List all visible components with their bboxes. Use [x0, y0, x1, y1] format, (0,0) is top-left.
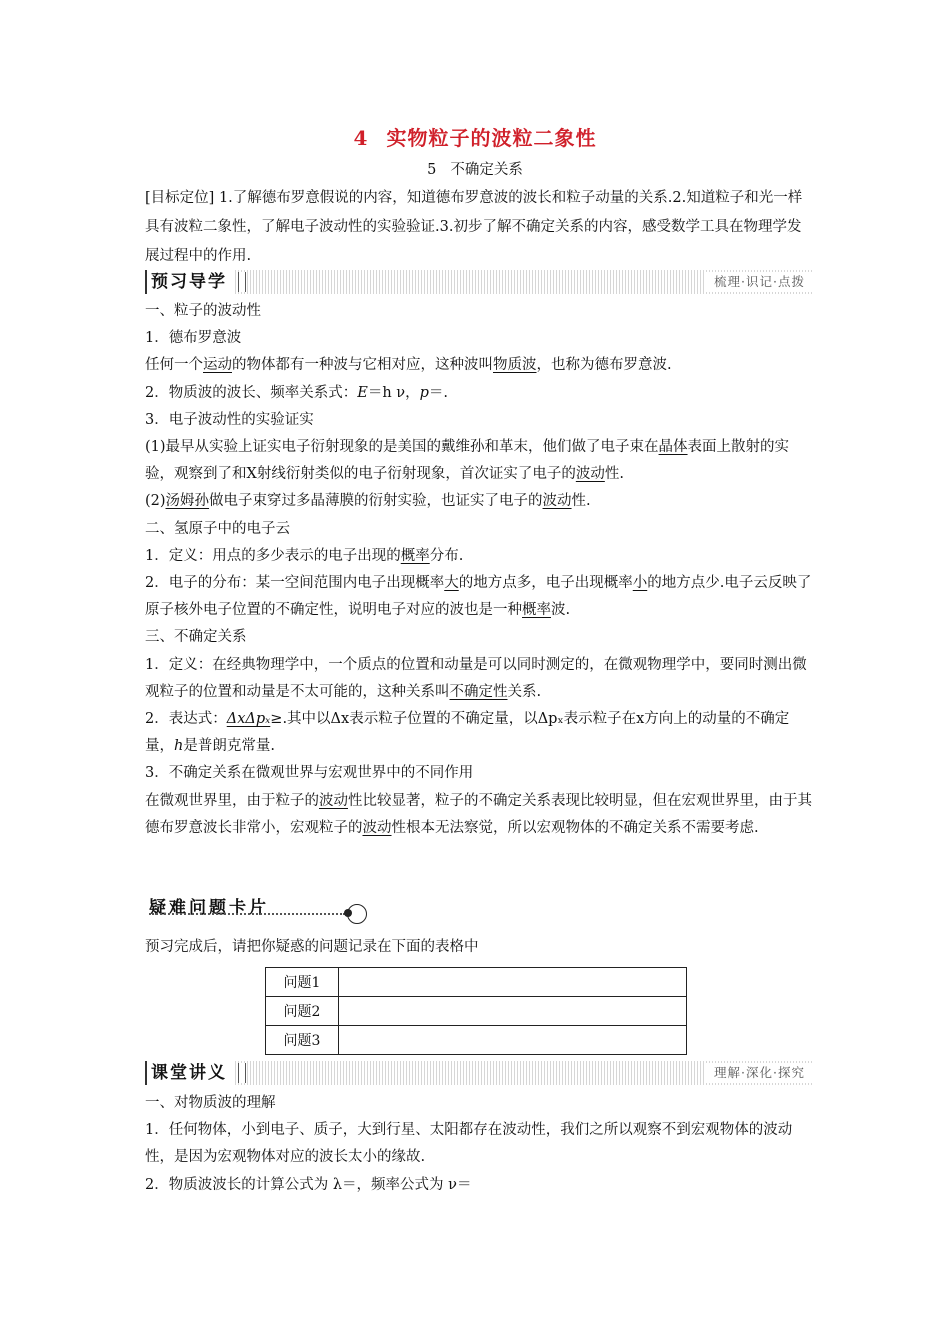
question-label: 问题3	[266, 1026, 339, 1055]
answer-blank: 运动	[203, 357, 232, 374]
subheading: 3．不确定关系在微观世界与宏观世界中的不同作用	[145, 765, 474, 782]
paragraph: 2．电子的分布：某一空间范围内电子出现概率大的地方点多，电子出现概率小的地方点少.电子云反映了原子核外电子位置的不确定性，说明电子对应的波也是一种概率波.	[145, 575, 812, 619]
question-table	[265, 967, 687, 1055]
banner-tagline: 梳理·识记·点拨	[706, 272, 813, 292]
answer-blank: 波动	[362, 819, 392, 836]
table-row	[266, 997, 687, 1026]
section-banner-preview	[145, 270, 813, 294]
answer-blank: 晶体	[658, 439, 688, 456]
question-label: 问题1	[266, 968, 339, 997]
section-heading: 三、不确定关系	[145, 629, 247, 646]
title-text: 实物粒子的波粒二象性	[386, 126, 597, 150]
lecture-content	[145, 1090, 817, 1199]
section-heading: 一、粒子的波动性	[145, 303, 261, 319]
answer-blank: 波动	[575, 466, 605, 483]
section-heading: 一、对物质波的理解	[145, 1095, 276, 1111]
banner-tagline: 理解·深化·探究	[706, 1063, 813, 1083]
banner-divider	[238, 272, 246, 292]
subheading: 1．德布罗意波	[145, 330, 242, 347]
answer-blank: 波动	[542, 493, 572, 510]
subheading: 3．电子波动性的实验证实	[145, 411, 314, 428]
preview-content	[145, 298, 817, 842]
question-label: 问题2	[266, 997, 339, 1026]
section-banner-lecture	[145, 1061, 813, 1085]
card-label: 疑难问题卡片	[149, 898, 269, 918]
paragraph: (1)最早从实验上证实电子衍射现象的是美国的戴维孙和革末，他们做了电子束在晶体表面上散射的实验，观察到了和X射线衍射类似的电子衍射现象，首次证实了电子的波动性.	[145, 439, 790, 483]
answer-blank: 汤姆孙	[165, 493, 210, 510]
question-answer-cell[interactable]	[339, 968, 687, 997]
question-answer-cell[interactable]	[339, 997, 687, 1026]
answer-blank: ΔxΔpₓ	[226, 711, 271, 728]
paragraph: 在微观世界里，由于粒子的波动性比较显著，粒子的不确定关系表现比较明显，但在宏观世界里，由于其德布罗意波长非常小，宏观粒子的波动性根本无法察觉，所以宏观物体的不确定关系不需要考虑.	[145, 792, 812, 836]
subtitle-number: 5	[427, 162, 437, 178]
paragraph: (2)汤姆孙做电子束穿过多晶薄膜的衍射实验，也证实了电子的波动性.	[145, 493, 591, 510]
section-heading: 二、氢原子中的电子云	[145, 520, 290, 537]
answer-blank: 大	[444, 575, 459, 592]
paragraph: 任何一个运动的物体都有一种波与它相对应，这种波叫物质波，也称为德布罗意波.	[145, 357, 672, 374]
banner-label: 预习导学	[145, 270, 235, 294]
answer-blank: 概率	[400, 547, 430, 564]
answer-blank: 小	[632, 575, 648, 592]
answer-blank: 概率	[522, 602, 551, 619]
goal-text: 1.了解德布罗意假说的内容，知道德布罗意波的波长和粒子动量的关系.2.知道粒子和光一样具有波粒二象性，了解电子波动性的实验验证.3.初步了解不确定关系的内容，感受数学工具在物理学发展过程中的作用.	[145, 190, 803, 264]
page-subtitle	[0, 158, 950, 179]
goal-label: [目标定位]	[145, 190, 215, 206]
learning-goals	[145, 184, 813, 271]
paragraph: 1．任何物体，小到电子、质子，大到行星、太阳都存在波动性，我们之所以观察不到宏观物体的波动性，是因为宏观物体对应的波长太小的缘故.	[145, 1122, 793, 1166]
banner-divider	[238, 1063, 246, 1083]
answer-blank: 波动	[319, 792, 348, 809]
dotted-line	[149, 913, 345, 915]
answer-blank: 物质波	[493, 357, 537, 374]
paragraph: 2．物质波波长的计算公式为 λ＝，频率公式为 ν＝	[145, 1176, 472, 1193]
table-row	[266, 968, 687, 997]
formula-line: 2．物质波的波长、频率关系式：E＝h ν，p＝.	[145, 384, 448, 401]
card-prompt: 预习完成后，请把你疑惑的问题记录在下面的表格中	[145, 939, 479, 955]
table-row	[266, 1026, 687, 1055]
paragraph: 2．表达式：ΔxΔpₓ≥.其中以Δx表示粒子位置的不确定量，以Δpₓ表示粒子在x方向上的动量的不确定量，h是普朗克常量.	[145, 711, 790, 755]
answer-blank: 不确定性	[449, 683, 508, 700]
subtitle-text: 不确定关系	[450, 162, 523, 178]
paragraph: 1．定义：在经典物理学中，一个质点的位置和动量是可以同时测定的，在微观物理学中，要同时测出微观粒子的位置和动量是不太可能的，这种关系叫不确定性关系.	[145, 656, 807, 700]
question-answer-cell[interactable]	[339, 1026, 687, 1055]
paragraph: 1．定义：用点的多少表示的电子出现的概率分布.	[145, 547, 464, 564]
question-card-header	[145, 893, 385, 923]
page-title	[0, 122, 950, 151]
title-number: 4	[353, 126, 369, 150]
banner-label: 课堂讲义	[145, 1061, 235, 1085]
circle-icon	[347, 904, 367, 924]
